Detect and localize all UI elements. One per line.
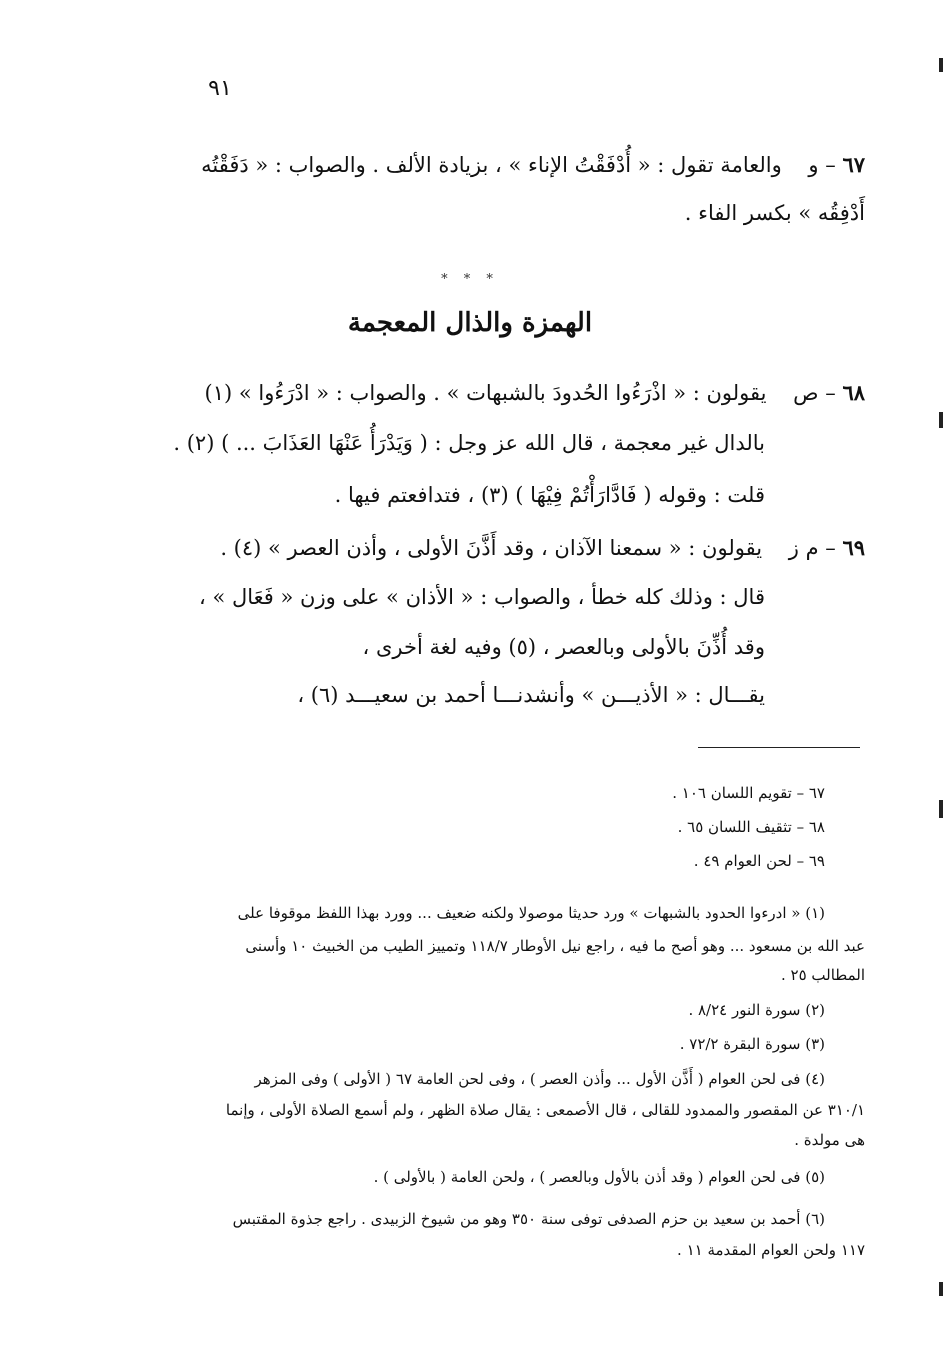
source-ref-68: ٦٨ – تثقيف اللسان ٦٥ . <box>677 818 825 836</box>
footnote-1-line-1: (١) « ادرءوا الحدود بالشبهات » ورد حديثا موصولا ولكنه ضعيف ... وورد بهذا اللفظ موقوفا على <box>237 904 825 922</box>
footnote-3: (٣) سورة البقرة ٧٢/٢ . <box>679 1035 825 1053</box>
footnote-6-line-1: (٦) أحمد بن سعيد بن حزم الصدفى توفى سنة ٣٥٠ وهو من شيوخ الزبيدى . راجع جذوة المقتبس <box>232 1210 825 1228</box>
entry-69-line-1 <box>165 533 865 563</box>
scan-edge-mark <box>939 1282 943 1296</box>
entry-69-line-3 <box>165 632 765 662</box>
footnote-4-line-2: ٣١٠/١ عن المقصور والممدود للقالى ، قال الأصمعى : يقال صلاة الظهر ، ولم أسمع الصلاة الأولى ، وإنما <box>225 1101 865 1119</box>
entry-69-line-2 <box>165 582 765 612</box>
entry-69-text-4: يقـــال : « الأذيـــن » وأنشدنـــا أحمد بن سعيـــد (٦) ، <box>297 683 765 707</box>
source-ref-67: ٦٧ – تقويم اللسان ١٠٦ . <box>672 784 825 802</box>
footnote-2: (٢) سورة النور ٨/٢٤ . <box>688 1001 825 1019</box>
entry-69-code: – م ز <box>788 536 836 560</box>
footnote-6-line-2: ١١٧ ولحن العوام المقدمة ١١ . <box>677 1241 865 1259</box>
entry-67-line-2 <box>165 198 865 228</box>
entry-68-code: – ص <box>793 381 836 405</box>
footnote-rule <box>698 747 860 748</box>
entry-67-code: – و <box>808 153 836 177</box>
footnote-5: (٥) فى لحن العوام ( وقد أذن بالأول وبالعصر ) ، ولحن العامة ( بالأولى ) . <box>373 1168 825 1186</box>
scan-edge-mark <box>939 800 943 818</box>
entry-69-line-4 <box>165 680 765 710</box>
page-number: ٩١ <box>208 76 232 101</box>
entry-68-number: ٦٨ <box>842 380 865 405</box>
entry-68-text-1: يقولون : « اذْرَءُوا الحُدودَ بالشبهات » . والصواب : « ادْرَءُوا » (١) <box>204 381 767 405</box>
section-separator: * * * <box>441 272 499 287</box>
footnote-1-line-3: المطالب ٢٥ . <box>780 966 865 984</box>
footnote-4-line-1: (٤) فى لحن العوام ( أَذَّن الأول ... وأذن العصر ) ، وفى لحن العامة ٦٧ ( الأولى ) وفى المزهر <box>254 1070 825 1088</box>
footnote-1-line-2: عبد الله بن مسعود ... وهو أصح ما فيه ، راجع نيل الأوطار ١١٨/٧ وتمييز الطيب من الخبيث ١٠ وأسنى <box>245 937 865 955</box>
entry-68-text-3: قلت : وقوله ( فَادَّارَأْتُمْ فِيْهَا ) (٣) ، فتدافعتم فيها . <box>334 483 765 507</box>
section-heading: الهمزة والذال المعجمة <box>347 308 593 338</box>
entry-67-text-2: أَدْفِقُه » بكسر الفاء . <box>684 201 865 225</box>
scan-edge-mark <box>939 58 943 72</box>
entry-68-line-2 <box>165 428 765 458</box>
entry-69-text-2: قال : وذلك كله خطأ ، والصواب : « الأذان » على وزن « فَعَال » ، <box>199 585 765 609</box>
entry-67-text-1: والعامة تقول : « أُدْفَقْتُ الإناء » ، بزيادة الألف . والصواب : « دَفَقْتُه <box>201 153 782 177</box>
source-ref-69: ٦٩ – لحن العوام ٤٩ . <box>693 852 825 870</box>
footnote-4-line-3: هى مولدة . <box>794 1131 865 1149</box>
entry-69-text-1: يقولون : « سمعنا الآذان ، وقد أَذَّنَ الأولى ، وأذن العصر » (٤) . <box>220 536 763 560</box>
entry-68-text-2: بالدال غير معجمة ، قال الله عز وجل : ( وَيَدْرَأُ عَنْهَا العَذَابَ ... ) (٢) . <box>173 431 765 455</box>
entry-69-number: ٦٩ <box>842 535 865 560</box>
entry-67-number: ٦٧ <box>842 152 865 177</box>
entry-69-text-3: وقد أُذِّنَ بالأولى وبالعصر ، (٥) وفيه لغة أخرى ، <box>362 635 765 659</box>
entry-67-line-1 <box>165 150 865 180</box>
entry-68-line-3 <box>165 480 765 510</box>
scan-edge-mark <box>939 412 943 428</box>
entry-68-line-1 <box>165 378 865 408</box>
